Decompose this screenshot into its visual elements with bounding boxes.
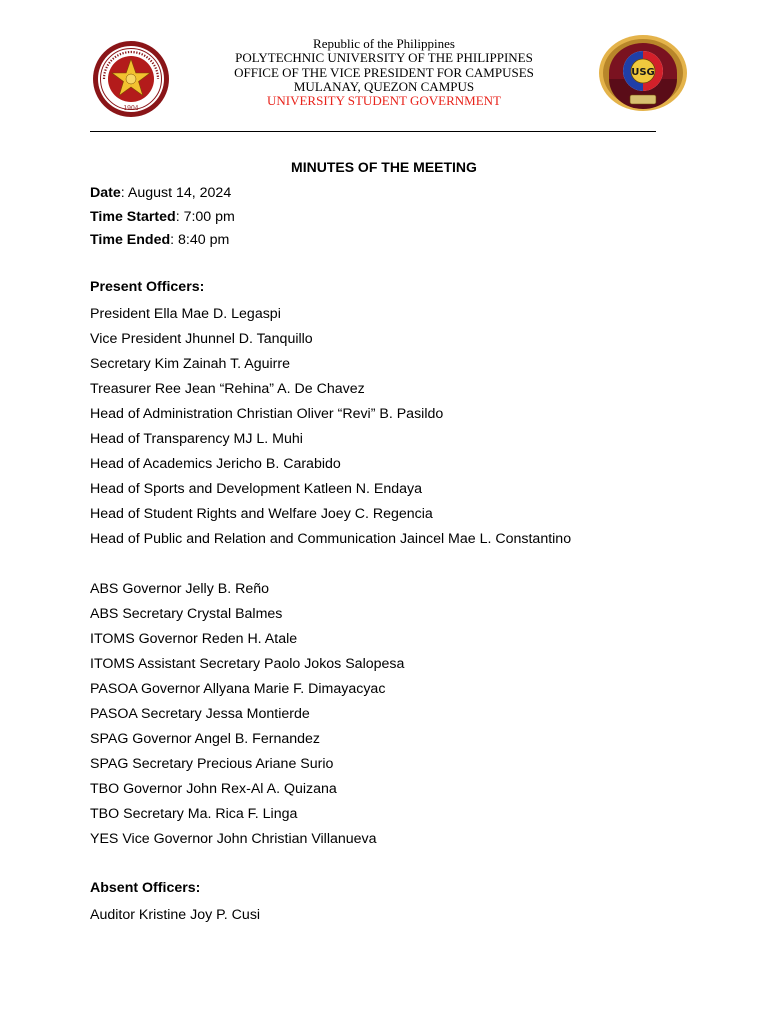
letterhead-campus: MULANAY, QUEZON CAMPUS xyxy=(293,78,475,94)
list-item: Head of Administration Christian Oliver “Revi” B. Pasildo xyxy=(90,406,444,422)
letterhead-university: POLYTECHNIC UNIVERSITY OF THE PHILIPPINES xyxy=(235,50,533,66)
list-item: Head of Academics Jericho B. Carabido xyxy=(90,456,341,472)
header-divider xyxy=(90,131,656,132)
absent-officers-list xyxy=(90,903,710,928)
executive-officers-list xyxy=(90,302,710,552)
list-item: PASOA Secretary Jessa Montierde xyxy=(90,706,310,722)
list-item: ABS Governor Jelly B. Reño xyxy=(90,581,269,597)
letterhead-country: Republic of the Philippines xyxy=(313,36,455,51)
time-started-value: : 7:00 pm xyxy=(175,208,235,225)
date-label: Date xyxy=(90,185,121,201)
letterhead-text xyxy=(200,37,568,108)
list-item: Secretary Kim Zainah T. Aguirre xyxy=(90,356,291,372)
pup-seal-icon xyxy=(92,40,170,118)
governors-list xyxy=(90,577,710,852)
list-item: Head of Transparency MJ L. Muhi xyxy=(90,431,303,447)
meeting-details xyxy=(90,182,690,253)
list-item: YES Vice Governor John Christian Villanueva xyxy=(90,831,377,847)
present-officers-heading: Present Officers: xyxy=(90,279,205,295)
meeting-time-started xyxy=(90,206,690,230)
absent-officers-section xyxy=(90,878,710,928)
list-item: Treasurer Ree Jean “Rehina” A. De Chavez xyxy=(90,381,365,397)
document-title: MINUTES OF THE MEETING xyxy=(291,159,477,175)
list-item: ABS Secretary Crystal Balmes xyxy=(90,606,283,622)
usg-seal-monogram: USG xyxy=(631,67,655,78)
list-item: ITOMS Governor Reden H. Atale xyxy=(90,631,298,647)
letterhead-header xyxy=(0,0,768,130)
meeting-time-ended xyxy=(90,229,690,253)
letterhead-organization: UNIVERSITY STUDENT GOVERNMENT xyxy=(267,93,501,109)
list-item: TBO Governor John Rex-Al A. Quizana xyxy=(90,781,337,797)
list-item: PASOA Governor Allyana Marie F. Dimayacyac xyxy=(90,681,386,697)
list-item: SPAG Governor Angel B. Fernandez xyxy=(90,731,321,747)
list-spacer xyxy=(90,552,710,577)
present-officers-section xyxy=(90,277,710,852)
list-item: ITOMS Assistant Secretary Paolo Jokos Salopesa xyxy=(90,656,405,672)
list-item: Auditor Kristine Joy P. Cusi xyxy=(90,907,261,923)
absent-officers-heading: Absent Officers: xyxy=(90,880,201,896)
time-ended-label: Time Ended xyxy=(90,232,171,248)
date-value: : August 14, 2024 xyxy=(120,185,232,201)
list-item: TBO Secretary Ma. Rica F. Linga xyxy=(90,806,298,822)
list-item: Head of Student Rights and Welfare Joey C. Regencia xyxy=(90,506,433,522)
list-item: President Ella Mae D. Legaspi xyxy=(90,306,281,322)
list-item: Head of Public and Relation and Communication Jaincel Mae L. Constantino xyxy=(90,531,572,547)
meeting-date xyxy=(90,182,690,206)
list-item: SPAG Secretary Precious Ariane Surio xyxy=(90,756,334,772)
usg-seal-icon xyxy=(597,33,689,113)
pup-seal-year: 1904 xyxy=(123,105,139,112)
list-item: Vice President Jhunnel D. Tanquillo xyxy=(90,331,313,347)
time-started-label: Time Started xyxy=(90,208,176,225)
time-ended-value: : 8:40 pm xyxy=(170,232,230,248)
letterhead-office: OFFICE OF THE VICE PRESIDENT FOR CAMPUSES xyxy=(234,64,534,80)
list-item: Head of Sports and Development Katleen N. Endaya xyxy=(90,481,423,497)
